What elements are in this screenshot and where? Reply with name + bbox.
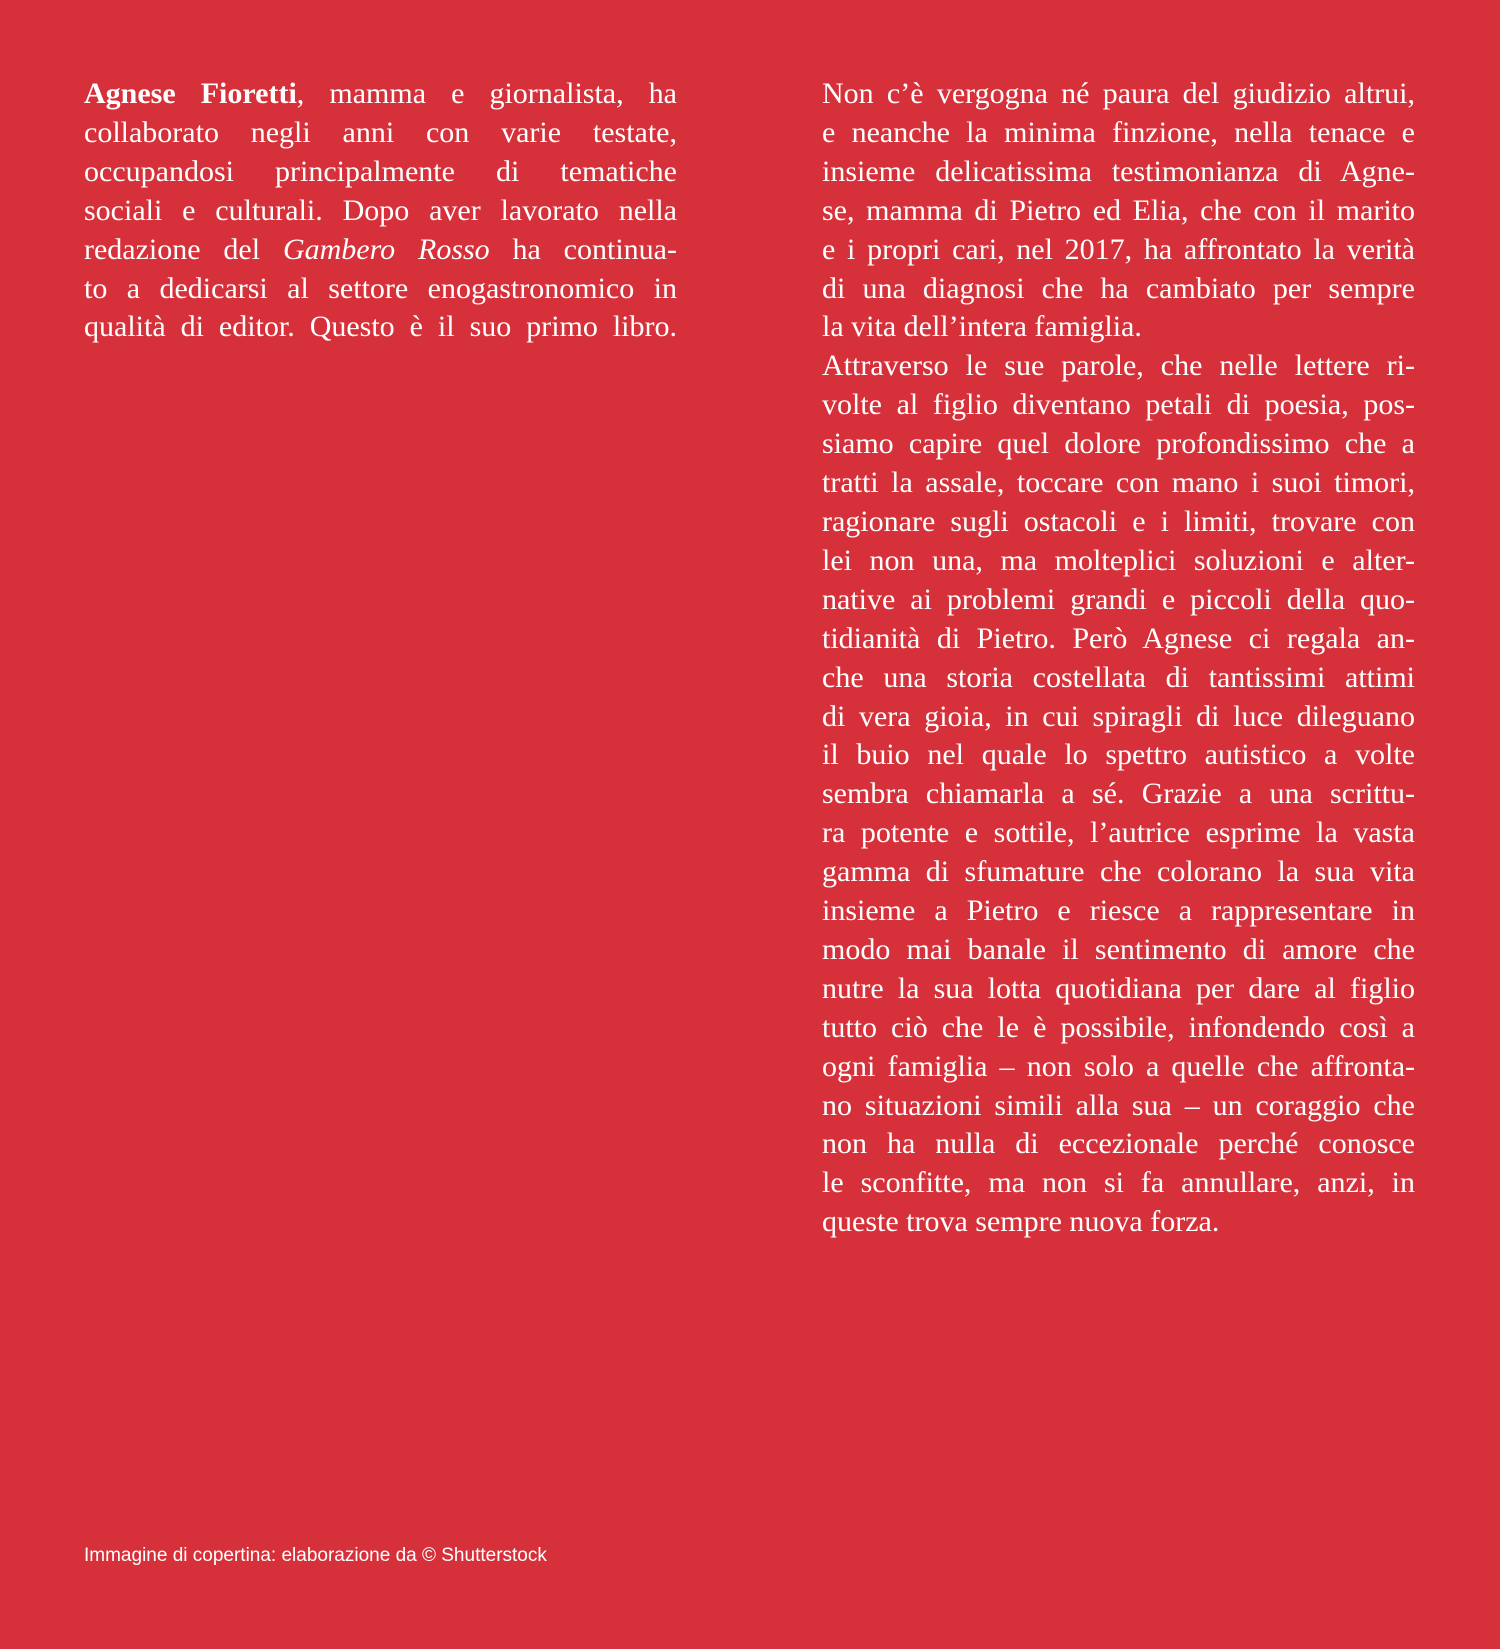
publication-title: Gambero Rosso [282, 232, 490, 266]
author-name: Agnese Fioretti [84, 77, 297, 110]
blurb-line: native ai problemi grandi e piccoli della quo- [822, 582, 1415, 616]
blurb-line: queste trova sempre nuova forza. [822, 1205, 1220, 1239]
blurb-line: gamma di sfumature che colorano la sua vita [822, 855, 1415, 889]
blurb-line: di una diagnosi che ha cambiato per sempre [822, 271, 1415, 305]
blurb-line: Non c’è vergogna né paura del giudizio altrui, [822, 77, 1415, 110]
blurb-line: siamo capire quel dolore profondissimo che a [822, 427, 1415, 461]
blurb-line: non ha nulla di eccezionale perché conosce [822, 1127, 1415, 1161]
blurb-paragraph-2 [822, 347, 1415, 1242]
blurb-line: no situazioni simili alla sua – un coraggio che [822, 1088, 1415, 1122]
author-bio-line: Agnese Fioretti, mamma e giornalista, ha [84, 77, 677, 110]
blurb-line: ogni famiglia – non solo a quelle che affronta- [822, 1049, 1415, 1083]
blurb-line: Attraverso le sue parole, che nelle lettere ri- [822, 349, 1415, 383]
blurb-line: se, mamma di Pietro ed Elia, che con il marito [822, 193, 1415, 227]
blurb-line: tidianità di Pietro. Però Agnese ci regala an- [822, 621, 1415, 655]
author-bio [84, 75, 677, 347]
blurb-line: insieme a Pietro e riesce a rappresentare in [822, 894, 1415, 928]
blurb-line: nutre la sua lotta quotidiana per dare al figlio [822, 971, 1415, 1005]
blurb-line: ra potente e sottile, l’autrice esprime la vasta [822, 816, 1415, 850]
author-bio-line: collaborato negli anni con varie testate, [84, 115, 677, 149]
blurb-line: la vita dell’intera famiglia. [822, 310, 1142, 344]
author-bio-line: to a dedicarsi al settore enogastronomico in [84, 271, 677, 305]
blurb-line: tratti la assale, toccare con mano i suoi timori, [822, 466, 1415, 500]
blurb-line: di vera gioia, in cui spiragli di luce dileguano [822, 699, 1415, 733]
blurb-line: tutto ciò che le è possibile, infondendo così a [822, 1010, 1415, 1044]
blurb-line: le sconfitte, ma non si fa annullare, anzi, in [822, 1166, 1415, 1200]
blurb-line: volte al figlio diventano petali di poesia, pos- [822, 388, 1415, 422]
blurb-line: insieme delicatissima testimonianza di Agne- [822, 154, 1415, 188]
blurb-paragraph-1 [822, 75, 1415, 347]
author-bio-line: qualità di editor. Questo è il suo primo libro. [84, 310, 677, 344]
author-bio-line: occupandosi principalmente di tematiche [84, 154, 677, 188]
author-bio-line: redazione del Gambero Rosso ha continua- [84, 232, 677, 266]
blurb-line: modo mai banale il sentimento di amore che [822, 932, 1415, 966]
blurb-line: e neanche la minima finzione, nella tenace e [822, 115, 1415, 149]
blurb-line: il buio nel quale lo spettro autistico a volte [822, 738, 1415, 772]
blurb [822, 75, 1415, 1242]
blurb-line: lei non una, ma molteplici soluzioni e alter- [822, 543, 1415, 577]
blurb-line: sembra chiamarla a sé. Grazie a una scrittu- [822, 777, 1415, 811]
blurb-line: ragionare sugli ostacoli e i limiti, trovare con [822, 504, 1415, 538]
author-bio-paragraph [84, 75, 677, 347]
author-bio-line: sociali e culturali. Dopo aver lavorato nella [84, 193, 677, 227]
blurb-line: che una storia costellata di tantissimi attimi [822, 660, 1415, 694]
blurb-line: e i propri cari, nel 2017, ha affrontato la verità [822, 232, 1415, 266]
cover-image-credit: Immagine di copertina: elaborazione da © Shutterstock [84, 1545, 547, 1566]
